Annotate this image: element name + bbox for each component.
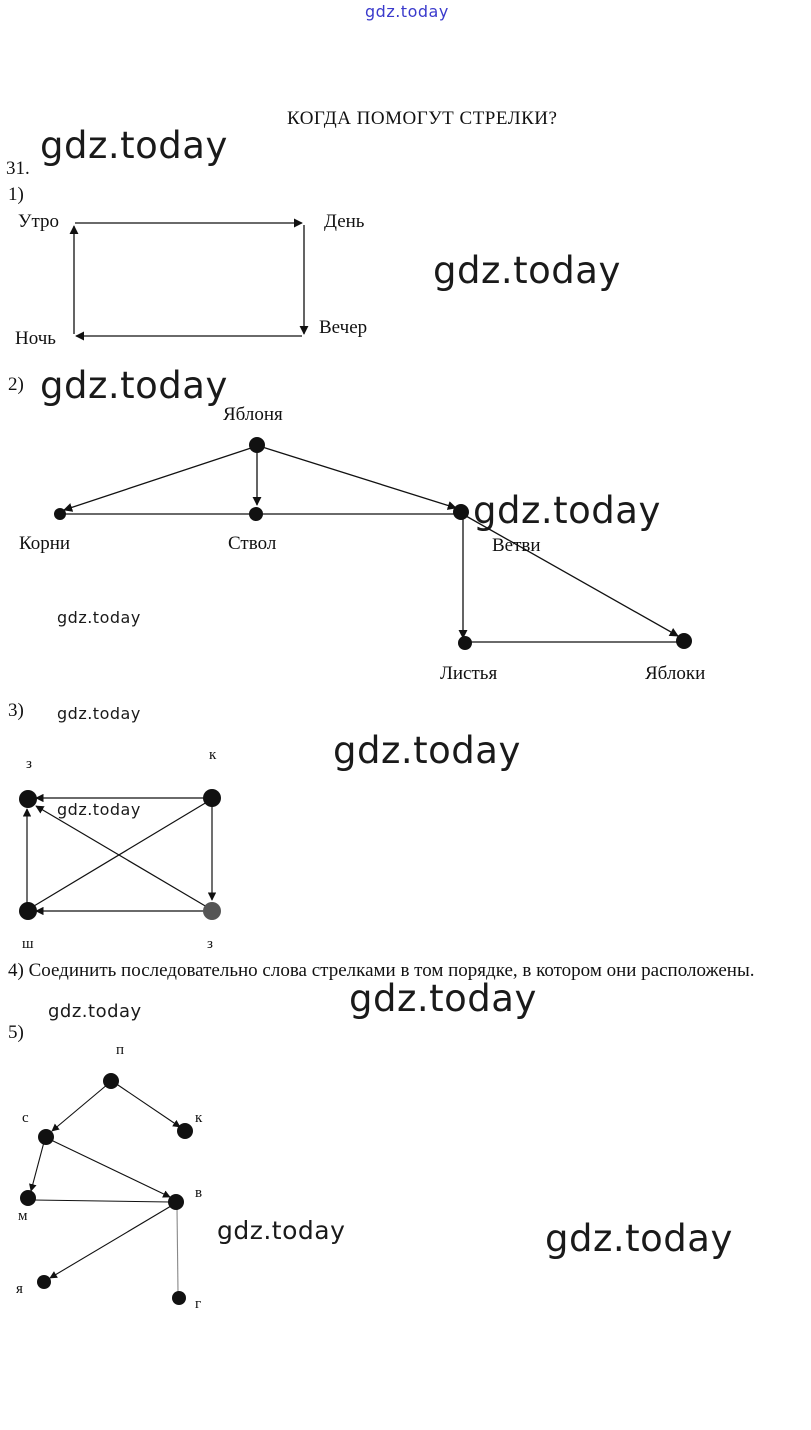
watermark: gdz.today: [473, 489, 661, 532]
watermark: gdz.today: [57, 608, 141, 627]
node-sh: [19, 902, 37, 920]
node-ya: [37, 1275, 51, 1289]
label-g: г: [195, 1296, 202, 1312]
line-m-v: [33, 1200, 170, 1202]
node-m: [20, 1190, 36, 1206]
header-watermark: gdz.today: [365, 2, 449, 21]
watermark: gdz.today: [545, 1217, 733, 1260]
label-trunk: Ствол: [228, 533, 277, 554]
label-z-top: з: [26, 756, 32, 772]
task5-number: 5): [8, 1022, 24, 1043]
node-z-bottom: [203, 902, 221, 920]
task2-diagram: [62, 446, 680, 642]
label-night: Ночь: [15, 328, 56, 349]
watermark: gdz.today: [349, 977, 537, 1020]
arrow-k-sh: [34, 802, 207, 906]
line-v-g: [177, 1208, 178, 1292]
task4-text: 4) Соединить последовательно слова стрелками в том порядке, в котором они расположены.: [8, 960, 755, 981]
arrow-s-v: [51, 1140, 170, 1197]
node-k5: [177, 1123, 193, 1139]
arrow-s-m: [31, 1142, 44, 1191]
task3-diagram: [27, 798, 212, 911]
watermark: gdz.today: [333, 729, 521, 772]
label-day: День: [324, 211, 365, 232]
node-z-top: [19, 790, 37, 808]
watermark: gdz.today: [433, 249, 621, 292]
label-roots: Корни: [19, 533, 71, 554]
label-p: п: [116, 1042, 125, 1058]
arrow-tree-roots: [64, 446, 257, 510]
label-apples: Яблоки: [645, 663, 706, 684]
watermark: gdz.today: [40, 124, 228, 167]
task1-number: 1): [8, 184, 24, 205]
page-title: КОГДА ПОМОГУТ СТРЕЛКИ?: [287, 108, 558, 129]
label-morning: Утро: [18, 211, 59, 232]
node-leaves: [458, 636, 472, 650]
watermark: gdz.today: [48, 1001, 142, 1022]
label-k5: к: [195, 1110, 203, 1126]
node-p: [103, 1073, 119, 1089]
arrow-tree-branches: [259, 446, 456, 508]
watermark: gdz.today: [40, 364, 228, 407]
node-g: [172, 1291, 186, 1305]
label-v: в: [195, 1185, 203, 1201]
label-leaves: Листья: [440, 663, 498, 684]
label-evening: Вечер: [319, 317, 368, 338]
task1-diagram: [74, 223, 304, 336]
label-sh: ш: [22, 936, 34, 952]
exercise-number: 31.: [6, 158, 30, 179]
node-v: [168, 1194, 184, 1210]
node-s: [38, 1129, 54, 1145]
label-branches: Ветви: [492, 535, 541, 556]
arrow-branches-apples: [466, 516, 678, 636]
arrow-v-ya: [50, 1206, 171, 1278]
watermark: gdz.today: [57, 800, 141, 819]
node-branches: [453, 504, 469, 520]
label-z-bottom: з: [207, 936, 213, 952]
label-s: с: [22, 1110, 29, 1126]
node-trunk: [249, 507, 263, 521]
node-apples: [676, 633, 692, 649]
task3-number: 3): [8, 700, 24, 721]
task2-number: 2): [8, 374, 24, 395]
label-apple-tree: Яблоня: [223, 404, 283, 425]
arrow-p-k: [115, 1083, 180, 1127]
arrow-z-bottom-z-top: [36, 806, 207, 907]
task5-diagram: [31, 1083, 180, 1292]
node-apple-tree: [249, 437, 265, 453]
label-ya: я: [16, 1281, 23, 1297]
watermark: gdz.today: [57, 704, 141, 723]
node-k: [203, 789, 221, 807]
watermark: gdz.today: [217, 1216, 346, 1245]
node-roots: [54, 508, 66, 520]
arrow-p-s: [52, 1084, 108, 1131]
label-k: к: [209, 747, 217, 763]
label-m: м: [18, 1208, 28, 1224]
